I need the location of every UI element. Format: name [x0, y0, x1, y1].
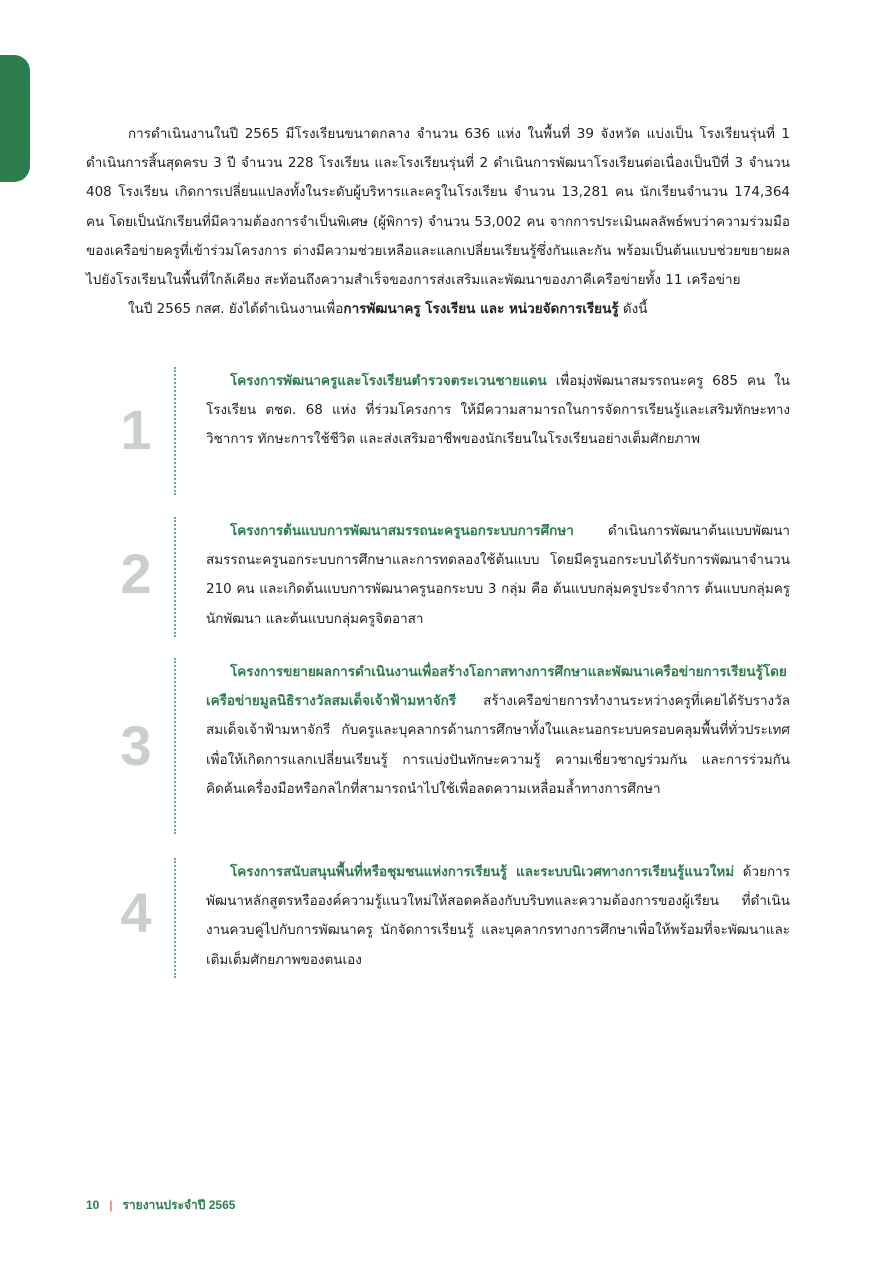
project-text: [206, 367, 790, 455]
project-item-1: [86, 367, 790, 495]
page-number: 10: [86, 1198, 100, 1212]
intro-section: [86, 120, 790, 324]
footer-separator: |: [109, 1198, 113, 1212]
project-title: โครงการขยายผลการดำเนินงานเพื่อสร้างโอกาสทางการศึกษาและพัฒนาเครือข่ายการเรียนรู้โดยเครือข่ายมูลนิธิรางวัลสมเด็จเจ้าฟ้ามหาจักรี: [206, 664, 787, 710]
project-body: เพื่อมุ่งพัฒนาสมรรถนะครู 685 คน ในโรงเรียน ตชด. 68 แห่ง ที่ร่วมโครงการ ให้มีความสามารถในการจัดการเรียนรู้และเสริมทักษะทางวิชาการ ทักษะการใช้ชีวิต และส่งเสริมอาชีพของนักเรียนในโรงเรียนอย่างเต็มศักยภาพ: [206, 373, 790, 448]
project-number: 4: [120, 881, 152, 944]
project-item-2: [86, 517, 790, 637]
dotted-divider: [174, 858, 176, 978]
project-title: โครงการต้นแบบการพัฒนาสมรรถนะครูนอกระบบการศึกษา: [230, 523, 574, 539]
project-item-3: [86, 658, 790, 834]
project-number: 2: [120, 542, 152, 605]
chapter-side-tab: [0, 55, 30, 182]
intro-paragraph: การดำเนินงานในปี 2565 มีโรงเรียนขนาดกลาง จำนวน 636 แห่ง ในพื้นที่ 39 จังหวัด แบ่งเป็น โรงเรียนรุ่นที่ 1 ดำเนินการสิ้นสุดครบ 3 ปี จำนวน 228 โรงเรียน และโรงเรียนรุ่นที่ 2 ดำเนินการพัฒนาโรงเรียนต่อเนื่องเป็นปีที่ 3 จำนวน 408 โรงเรียน เกิดการเปลี่ยนแปลงทั้งในระดับผู้บริหารและครูในโรงเรียน จำนวน 13,281 คน นักเรียนจำนวน 174,364 คน โดยเป็นนักเรียนที่มีความต้องการจำเป็นพิเศษ (ผู้พิการ) จำนวน 53,002 คน จากการประเมินผลลัพธ์พบว่าความร่วมมือของเครือข่ายครูที่เข้าร่วมโครงการ ต่างมีความช่วยเหลือและแลกเปลี่ยนเรียนรู้ซึ่งกันและกัน พร้อมเป็นต้นแบบช่วยขยายผลไปยังโรงเรียนในพื้นที่ใกล้เคียง สะท้อนถึงความสำเร็จของการส่งเสริมและพัฒนาของภาคีเครือข่ายทั้ง 11 เครือข่าย: [86, 126, 790, 289]
project-text: [206, 517, 790, 634]
report-title: รายงานประจำปี 2565: [122, 1198, 236, 1212]
lead-suffix: ดังนี้: [618, 301, 648, 318]
project-title: โครงการสนับสนุนพื้นที่หรือชุมชนแห่งการเรียนรู้ และระบบนิเวศทางการเรียนรู้แนวใหม่: [230, 864, 735, 880]
project-number: 1: [120, 398, 152, 461]
dotted-divider: [174, 367, 176, 495]
project-body: สร้างเครือข่ายการทำงานระหว่างครูที่เคยได้รับรางวัลสมเด็จเจ้าฟ้ามหาจักรี กับครูและบุคลากรด้านการศึกษาทั้งในและนอกระบบครอบคลุมพื้นที่ทั่วประเทศ เพื่อให้เกิดการแลกเปลี่ยนเรียนรู้ การแบ่งปันทักษะความรู้ ความเชี่ยวชาญร่วมกัน และการร่วมกันคิดค้นเครื่องมือหรือกลไกที่สามารถนำไปใช้เพื่อลดความเหลื่อมล้ำทางการศึกษา: [206, 693, 790, 797]
lead-prefix: ในปี 2565 กสศ. ยังได้ดำเนินงานเพื่อ: [128, 301, 344, 318]
lead-bold: การพัฒนาครู โรงเรียน และ หน่วยจัดการเรียนรู้: [343, 301, 619, 318]
project-body: ด้วยการพัฒนาหลักสูตรหรือองค์ความรู้แนวใหม่ให้สอดคล้องกับบริบทและความต้องการของผู้เรียน ที่ดำเนินงานควบคู่ไปกับการพัฒนาครู นักจัดการเรียนรู้ และบุคลากรทางการศึกษาเพื่อให้พร้อมที่จะพัฒนาและเติมเต็มศักยภาพของตนเอง: [206, 864, 790, 968]
project-number: 3: [120, 714, 152, 777]
page-footer: [86, 1196, 235, 1215]
project-text: [206, 858, 790, 975]
project-title: โครงการพัฒนาครูและโรงเรียนตำรวจตระเวนชายแดน: [230, 373, 547, 389]
intro-lead-line: [86, 295, 790, 324]
project-body: ดำเนินการพัฒนาต้นแบบพัฒนาสมรรถนะครูนอกระบบการศึกษาและการทดลองใช้ต้นแบบ โดยมีครูนอกระบบได้รับการพัฒนาจำนวน 210 คน และเกิดต้นแบบการพัฒนาครูนอกระบบ 3 กลุ่ม คือ ต้นแบบกลุ่มครูประจำการ ต้นแบบกลุ่มครูนักพัฒนา และต้นแบบกลุ่มครูจิตอาสา: [206, 523, 790, 627]
project-text: [206, 658, 790, 804]
project-item-4: [86, 858, 790, 978]
dotted-divider: [174, 517, 176, 637]
dotted-divider: [174, 658, 176, 834]
